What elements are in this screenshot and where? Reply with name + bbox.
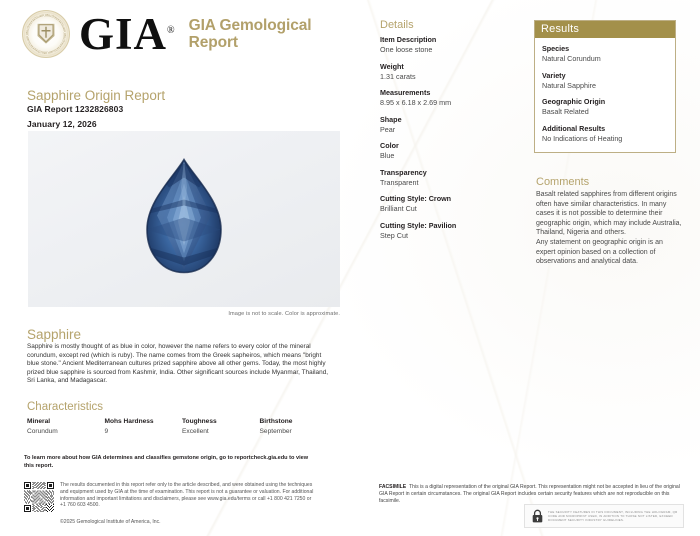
facsimile-label: FACSIMILE	[379, 484, 407, 490]
footer-divider	[24, 450, 310, 451]
qr-code-icon[interactable]	[24, 482, 54, 512]
characteristic-birthstone	[260, 418, 338, 435]
sapphire-section-heading: Sapphire	[27, 327, 82, 342]
detail-value: Step Cut	[380, 230, 408, 240]
detail-item-shape	[380, 115, 520, 135]
results-heading: Results	[535, 21, 675, 38]
result-item-species	[542, 44, 668, 64]
security-features-badge	[524, 504, 684, 528]
page-title: Sapphire Origin Report	[27, 88, 166, 103]
result-item-geographic-origin	[542, 97, 668, 117]
result-key: Variety	[542, 70, 566, 80]
footer-learn-more	[24, 455, 309, 470]
characteristic-key: Mineral	[27, 418, 51, 425]
details-heading: Details	[380, 19, 414, 31]
report-type-title	[189, 17, 312, 51]
characteristic-key: Birthstone	[259, 418, 293, 425]
gia-wordmark-text: GIA	[79, 8, 168, 59]
pear-sapphire-icon	[141, 158, 227, 276]
registered-mark: ®	[167, 24, 176, 36]
characteristic-value: Corundum	[27, 427, 58, 435]
detail-key: Measurements	[380, 88, 431, 97]
result-value: No Indications of Heating	[542, 133, 623, 143]
detail-value: One loose stone	[380, 45, 433, 54]
report-type-line1: GIA Gemological	[188, 17, 312, 34]
image-scale-note: Image is not to scale. Color is approximate.	[228, 311, 340, 317]
footer-disclaimer-block	[24, 482, 314, 512]
detail-item-color	[380, 141, 520, 161]
detail-value: Pear	[380, 124, 396, 134]
result-key: Additional Results	[542, 123, 606, 133]
report-date: January 12, 2026	[27, 119, 97, 129]
characteristic-key: Toughness	[182, 418, 217, 425]
detail-key: Shape	[380, 114, 402, 124]
detail-key: Cutting Style: Pavilion	[380, 220, 457, 230]
detail-value: Blue	[380, 151, 395, 160]
reportcheck-link[interactable]: To learn more about how GIA determines and classifies gemstone origin, go to reportcheck.gia.edu to view this report.	[24, 455, 309, 469]
comments-paragraph-2: Any statement on geographic origin is an expert opinion based on a collection of observations and analytical data.	[536, 238, 663, 266]
results-panel	[534, 20, 676, 153]
characteristics-row	[27, 418, 337, 435]
detail-item-transparency	[380, 168, 520, 188]
result-key: Geographic Origin	[542, 97, 606, 106]
detail-value: 1.31 carats	[380, 71, 416, 81]
characteristic-value: Excellent	[182, 427, 209, 435]
comments-paragraph-1: Basalt related sapphires from different origins often have similar characteristics. In many cases it is not possible to determine their geographic origin, which may include Australia, Thailand, Nigeria and others.	[536, 191, 682, 237]
gia-seal-icon	[22, 10, 70, 58]
characteristic-mohs-hardness	[105, 418, 183, 435]
sapphire-description: Sapphire is mostly thought of as blue in color, however the name refers to every color of the mineral corundum, except red (which is ruby). The name comes from the Greek sapheiros, which means "bright blue stone." Ancient Mediterranean cultures prized sapphire above all other gems. Today, the most highly prized blue sapphire is sourced from Kashmir, India. Other significant sources include Myanmar, Thailand, Sri Lanka, and Madagascar.	[27, 343, 329, 385]
footer-disclaimer-text: The results documented in this report refer only to the article described, and were obtained using the techniques and equipment used by GIA at the time of examination. This report is not a guarantee or valuation. For additional information and important limitations and disclaimers, please see www.gia.edu/terms or call +1 800 421 7250 or +1 760 603 4500.	[60, 482, 314, 509]
result-value: Basalt Related	[542, 107, 589, 116]
characteristic-mineral	[27, 418, 105, 435]
result-value: Natural Corundum	[542, 54, 601, 63]
characteristic-toughness	[182, 418, 260, 435]
detail-item-cutting-style-pavilion	[380, 221, 520, 241]
report-type-line2: Report	[188, 34, 238, 51]
result-value: Natural Sapphire	[542, 80, 596, 90]
footer-copyright: ©2025 Gemological Institute of America, Inc.	[60, 519, 161, 525]
detail-key: Color	[380, 141, 399, 150]
facsimile-body: This is a digital representation of the original GIA Report. This representation might not be accepted in lieu of the original GIA Report in certain circumstances. The original GIA Report includes certain security features which are not reproducible on this facsimile.	[379, 484, 680, 504]
detail-key: Weight	[380, 61, 404, 71]
result-key: Species	[542, 44, 570, 53]
report-header	[22, 10, 311, 58]
seal-crest-icon	[38, 24, 54, 43]
characteristic-key: Mohs Hardness	[104, 418, 154, 425]
report-number: GIA Report 1232826803	[27, 104, 124, 114]
gemstone-photo	[28, 131, 340, 307]
results-body	[535, 38, 675, 152]
result-item-variety	[542, 71, 668, 91]
characteristic-value: 9	[104, 427, 109, 435]
result-item-additional-results	[542, 124, 668, 144]
gemstone-image	[141, 158, 227, 281]
detail-value: 8.95 x 6.18 x 2.69 mm	[380, 98, 452, 107]
security-microprint-text: THE SECURITY FEATURES IN THIS DOCUMENT, INCLUDING THE HOLOGRAM, QR CODE AND MICROPRINT USED, IN ADDITION TO THOSE NOT LISTED, EXCEED DOCUMENT SECURITY INDUSTRY GUIDELINES.	[548, 509, 678, 523]
characteristics-heading: Characteristics	[27, 401, 104, 413]
details-column	[380, 19, 520, 247]
detail-value: Transparent	[380, 177, 419, 187]
lock-icon	[532, 509, 543, 523]
detail-key: Transparency	[380, 167, 427, 177]
facsimile-text	[379, 484, 684, 504]
gia-wordmark	[79, 8, 176, 59]
comments-section	[536, 176, 682, 267]
detail-value: Brilliant Cut	[380, 204, 417, 213]
characteristic-value: September	[259, 427, 292, 435]
detail-item-cutting-style-crown	[380, 194, 520, 214]
detail-item-description	[380, 35, 520, 55]
detail-item-weight	[380, 62, 520, 82]
detail-key: Item Description	[380, 35, 437, 44]
detail-item-measurements	[380, 88, 520, 108]
comments-heading: Comments	[536, 176, 590, 188]
detail-key: Cutting Style: Crown	[380, 194, 452, 203]
facsimile-notice	[379, 484, 684, 504]
